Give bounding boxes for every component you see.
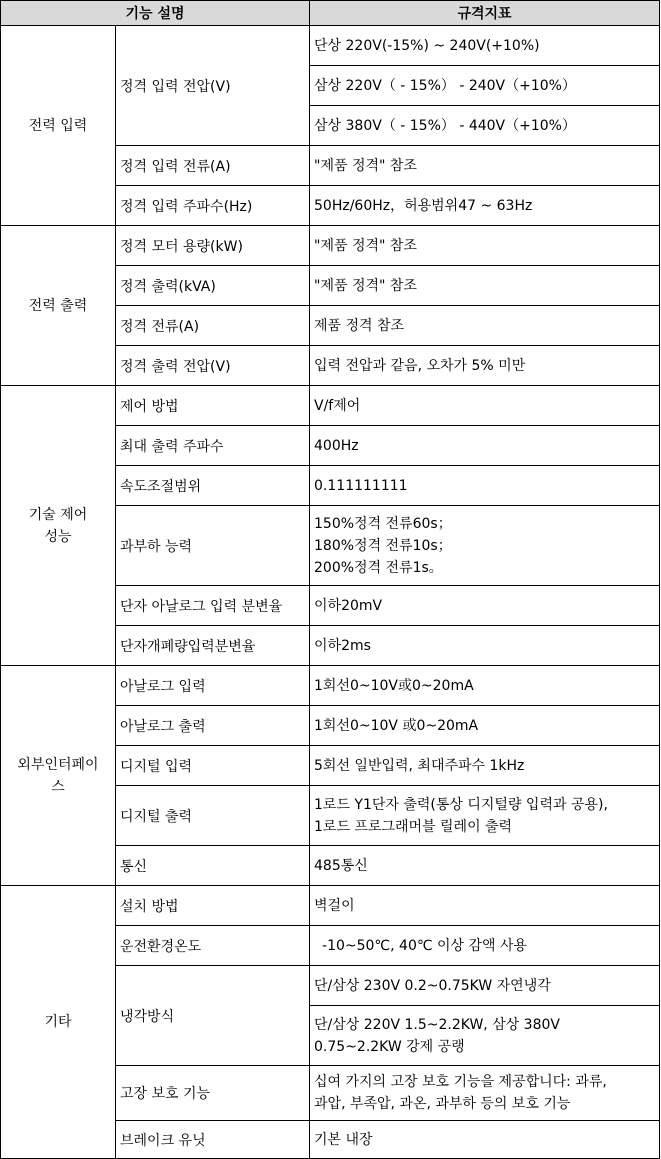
item-label: 최대 출력 주파수 — [116, 426, 310, 466]
spec-value: 1회선0~10V或0~20mA — [310, 666, 660, 706]
spec-value — [310, 786, 660, 846]
header-row — [1, 1, 660, 26]
spec-value: 이하2ms — [310, 626, 660, 666]
spec-value: "제품 정격" 참조 — [310, 146, 660, 186]
category-control — [1, 386, 116, 666]
item-label: 제어 방법 — [116, 386, 310, 426]
item-label: 디지털 출력 — [116, 786, 310, 846]
spec-value — [310, 1066, 660, 1121]
category-interface — [1, 666, 116, 886]
table-row — [1, 26, 660, 66]
item-label: 정격 입력 전압(V) — [116, 26, 310, 146]
spec-value: -10~50℃, 40℃ 이상 감액 사용 — [310, 926, 660, 966]
spec-value: 1회선0~10V 或0~20mA — [310, 706, 660, 746]
item-label: 정격 입력 주파수(Hz) — [116, 186, 310, 226]
item-label: 속도조절범위 — [116, 466, 310, 506]
item-label: 정격 입력 전류(A) — [116, 146, 310, 186]
spec-line: 1로드 Y1단자 출력(통상 디지털량 입력과 공용), — [314, 796, 608, 813]
spec-value: 단/삼상 230V 0.2~0.75KW 자연냉각 — [310, 966, 660, 1006]
spec-value: 이하20mV — [310, 586, 660, 626]
spec-line: 과압, 부족압, 과온, 과부하 등의 보호 기능 — [314, 1096, 571, 1112]
spec-value: 입력 전압과 같음, 오차가 5% 미만 — [310, 346, 660, 386]
item-label: 아날로그 입력 — [116, 666, 310, 706]
spec-value: 400Hz — [310, 426, 660, 466]
table-row — [1, 886, 660, 926]
spec-value — [310, 506, 660, 586]
category-line: 기술 제어 — [28, 506, 88, 523]
table-row — [1, 226, 660, 266]
spec-value: 0.111111111 — [310, 466, 660, 506]
item-label: 과부하 능력 — [116, 506, 310, 586]
item-label: 냉각방식 — [116, 966, 310, 1066]
item-label: 운전환경온도 — [116, 926, 310, 966]
item-label: 아날로그 출력 — [116, 706, 310, 746]
spec-value: 기본 내장 — [310, 1121, 660, 1159]
table-row — [1, 386, 660, 426]
category-line: 스 — [51, 778, 65, 795]
spec-line: 200%정격 전류1s。 — [314, 559, 443, 576]
item-label: 단자개폐량입력분변율 — [116, 626, 310, 666]
spec-value: 단상 220V(-15%) ~ 240V(+10%) — [310, 26, 660, 66]
item-label: 고장 보호 기능 — [116, 1066, 310, 1121]
spec-line: 0.75~2.2KW 강제 공랭 — [314, 1038, 465, 1055]
spec-value: 벽걸이 — [310, 886, 660, 926]
spec-value: 5회선 일반입력, 최대주파수 1kHz — [310, 746, 660, 786]
spec-line: 십여 가지의 고장 보호 기능을 제공합니다: 과류, — [314, 1074, 607, 1090]
spec-line: 150%정격 전류60s； — [314, 515, 452, 532]
spec-value: 485통신 — [310, 846, 660, 886]
spec-line: 180%정격 전류10s； — [314, 537, 452, 554]
spec-line: 1로드 프로그래머블 릴레이 출력 — [314, 818, 513, 835]
category-line: 외부인터페이 — [17, 756, 99, 773]
category-other: 기타 — [1, 886, 116, 1159]
item-label: 설치 방법 — [116, 886, 310, 926]
category-power-output: 전력 출력 — [1, 226, 116, 386]
item-label: 정격 출력 전압(V) — [116, 346, 310, 386]
item-label: 정격 모터 용량(kW) — [116, 226, 310, 266]
category-power-input: 전력 입력 — [1, 26, 116, 226]
spec-value: "제품 정격" 참조 — [310, 266, 660, 306]
category-line: 성능 — [44, 528, 72, 545]
header-spec: 규격지표 — [310, 1, 660, 26]
spec-value: 50Hz/60Hz，허용범위47 ~ 63Hz — [310, 186, 660, 226]
item-label: 정격 전류(A) — [116, 306, 310, 346]
spec-value: 삼상 380V（ - 15%） - 440V（+10%） — [310, 106, 660, 146]
spec-value: 삼상 220V（ - 15%） - 240V（+10%） — [310, 66, 660, 106]
table-row — [1, 666, 660, 706]
header-function: 기능 설명 — [1, 1, 310, 26]
spec-value: 제품 정격 참조 — [310, 306, 660, 346]
spec-value: "제품 정격" 참조 — [310, 226, 660, 266]
item-label: 정격 출력(kVA) — [116, 266, 310, 306]
item-label: 디지털 입력 — [116, 746, 310, 786]
item-label: 브레이크 유닛 — [116, 1121, 310, 1159]
item-label: 통신 — [116, 846, 310, 886]
spec-value: V/f제어 — [310, 386, 660, 426]
item-label: 단자 아날로그 입력 분변율 — [116, 586, 310, 626]
spec-line: 단/삼상 220V 1.5~2.2KW, 삼상 380V — [314, 1016, 560, 1033]
spec-value — [310, 1006, 660, 1066]
